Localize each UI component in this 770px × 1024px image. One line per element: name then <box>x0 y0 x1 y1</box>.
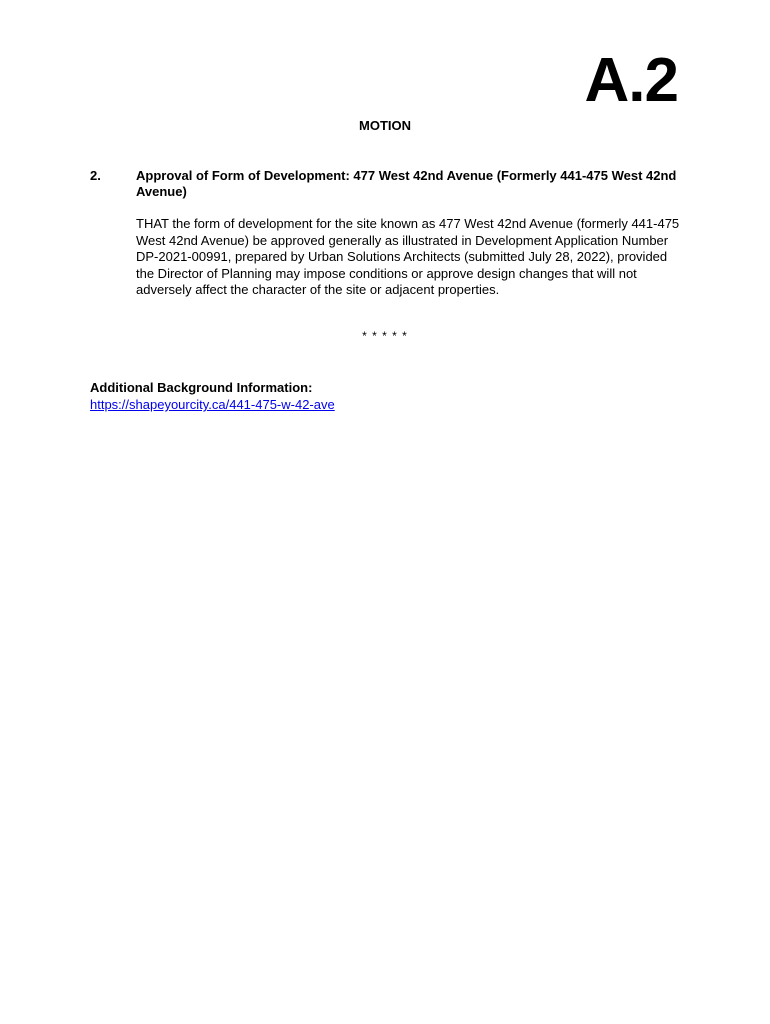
item-code: A.2 <box>584 46 678 115</box>
motion-heading: MOTION <box>359 118 411 133</box>
motion-body: THAT the form of development for the site known as 477 West 42nd Avenue (formerly 441-475 West 42nd Avenue) be approved generally as illustrated in Development Application Number DP-2021-00991, prepared by Urban Solutions Architects (submitted July 28, 2022), provided the Director of Planning may impose conditions or approve design changes that will not adversely affect the character of the site or adjacent properties. <box>136 216 680 298</box>
background-info-link[interactable]: https://shapeyourcity.ca/441-475-w-42-ave <box>90 397 335 412</box>
item-number: 2. <box>90 168 101 183</box>
item-title: Approval of Form of Development: 477 West 42nd Avenue (Formerly 441-475 West 42nd Avenue) <box>136 168 677 199</box>
section-separator: * * * * * <box>362 329 408 343</box>
background-info-label: Additional Background Information: <box>90 380 313 395</box>
